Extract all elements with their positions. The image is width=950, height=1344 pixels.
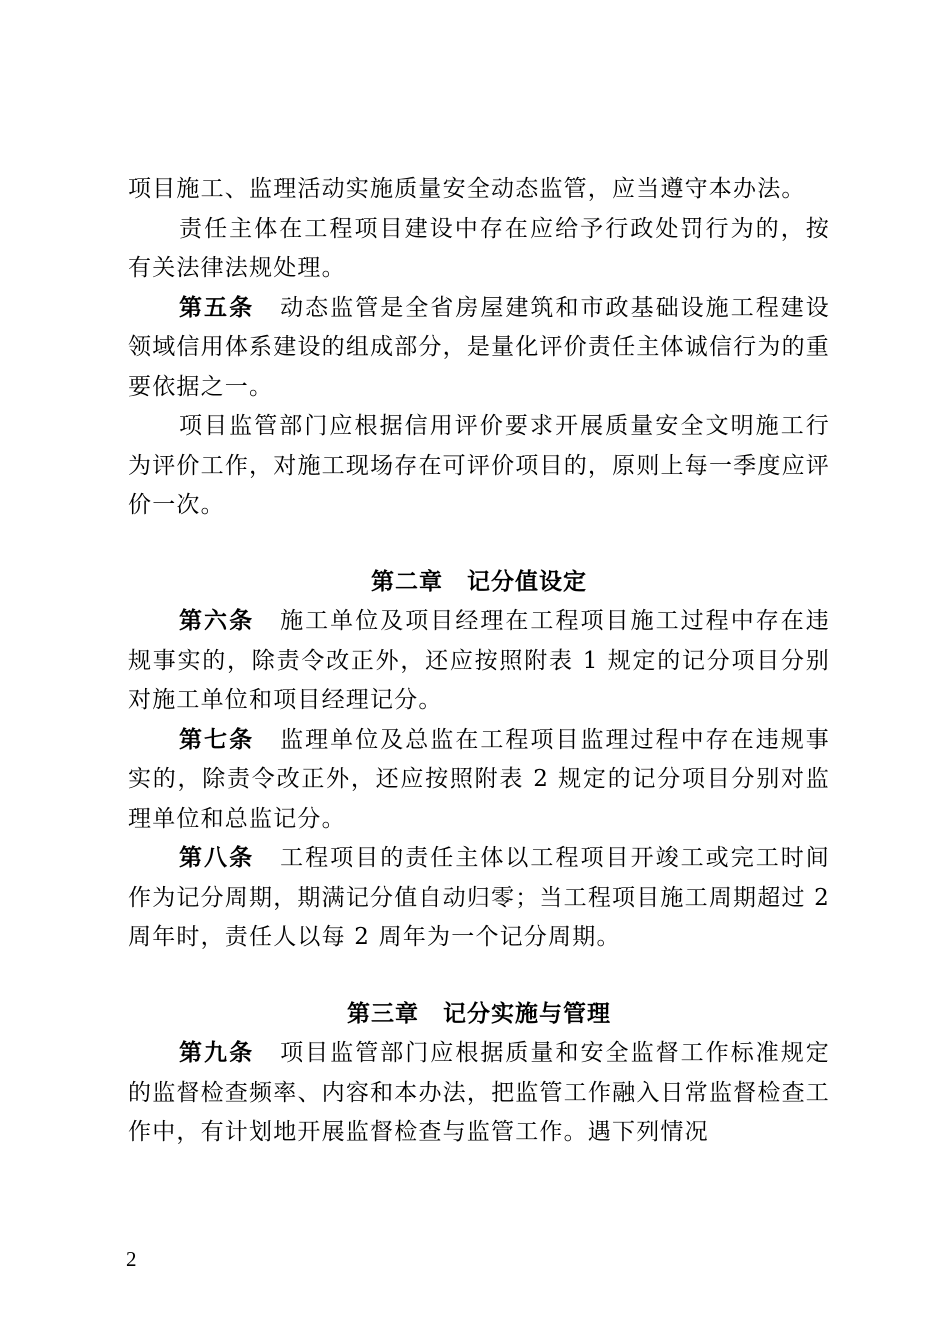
- chapter-2-heading: [128, 563, 830, 603]
- page-number: 2: [126, 1247, 137, 1271]
- chapter-3-heading: [128, 995, 830, 1035]
- article-5-continuation: 项目监管部门应根据信用评价要求开展质量安全文明施工行为评价工作，对施工现场存在可评价项目的，原则上每一季度应评价一次。: [128, 413, 830, 518]
- chapter-3-label: 第三章: [347, 1000, 419, 1027]
- article-9-label: 第九条: [179, 1040, 255, 1066]
- article-8-text: 工程项目的责任主体以工程项目开竣工或完工时间作为记分周期，期满记分值自动归零；当工程项目施工周期超过 2 周年时，责任人以每 2 周年为一个记分周期。: [128, 845, 830, 950]
- article-8-label: 第八条: [179, 845, 255, 871]
- article-5: [128, 289, 830, 408]
- spacer: [128, 526, 830, 563]
- article-7-label: 第七条: [179, 726, 255, 753]
- intro-paragraph-1: 项目施工、监理活动实施质量安全动态监管，应当遵守本办法。: [128, 176, 806, 202]
- chapter-3-title: 记分实施与管理: [443, 1000, 611, 1027]
- intro-paragraph-2: 责任主体在工程项目建设中存在应给予行政处罚行为的，按有关法律法规处理。: [128, 215, 830, 281]
- chapter-2-label: 第二章: [371, 568, 443, 595]
- article-9-text: 项目监管部门应根据质量和安全监督工作标准规定的监督检查频率、内容和本办法，把监管工作融入日常监督检查工作中，有计划地开展监督检查与监管工作。遇下列情况: [128, 1040, 830, 1145]
- article-5-text: 动态监管是全省房屋建筑和市政基础设施工程建设领域信用体系建设的组成部分，是量化评价责任主体诚信行为的重要依据之一。: [128, 294, 830, 400]
- article-8: [128, 839, 830, 958]
- article-6: [128, 602, 830, 721]
- article-6-text: 施工单位及项目经理在工程项目施工过程中存在违规事实的，除责令改正外，还应按照附表 1 规定的记分项目分别对施工单位和项目经理记分。: [128, 608, 830, 713]
- article-9: [128, 1034, 830, 1153]
- article-6-label: 第六条: [179, 608, 255, 634]
- article-7-text: 监理单位及总监在工程项目监理过程中存在违规事实的，除责令改正外，还应按照附表 2 规定的记分项目分别对监理单位和总监记分。: [128, 726, 830, 832]
- spacer: [128, 958, 830, 995]
- article-5-label: 第五条: [179, 294, 255, 321]
- article-7: [128, 721, 830, 840]
- chapter-2-title: 记分值设定: [467, 568, 587, 595]
- document-body: [128, 170, 830, 1153]
